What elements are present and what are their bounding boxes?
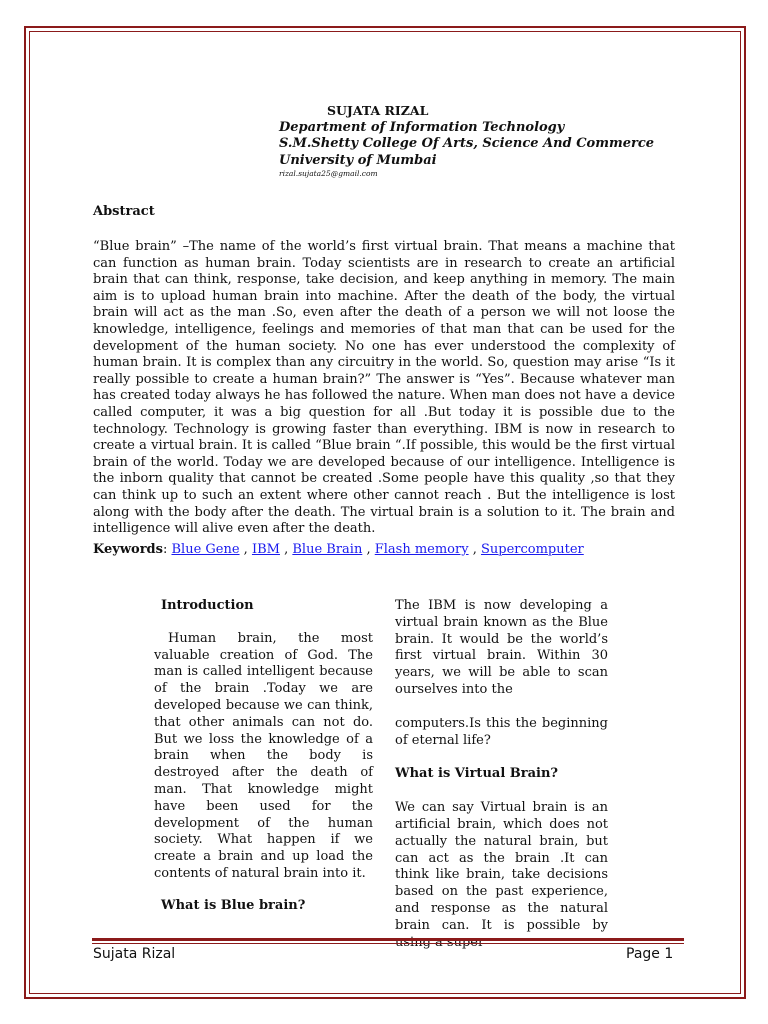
right-column: [395, 598, 608, 951]
virtual-brain-heading: What is Virtual Brain?: [395, 766, 559, 782]
introduction-text: Human brain, the most valuable creation of God. The man is called intelligent because of the brain .Today we are developed because we can think, that other animals can not do. But we loss the knowledge of a brain when the body is destroyed after the death of man. That knowledge might have been used for the development of the human society. What happen if we create a brain and up load the contents of natural brain into it.: [154, 630, 373, 881]
footer-rule-thin: [92, 943, 684, 944]
abstract-text: “Blue brain” –The name of the world’s first virtual brain. That means a machine that can function as human brain. Today scientists are in research to create an artificial brain that can think, response, take decision, and keep anything in memory. The main aim is to upload human brain into machine. After the death of the body, the virtual brain will act as the man .So, even after the death of a person we will not loose the knowledge, intelligence, feelings and memories of that man that can be used for the development of the human society. No one has ever understood the complexity of human brain. It is complex than any circuitry in the world. So, question may arise “Is it really possible to create a human brain?” The answer is “Yes”. Because whatever man has created today always he has followed the nature. When man does not have a device called computer, it was a big question for all .But today it is possible due to the technology. Technology is growing faster than everything. IBM is now in research to create a virtual brain. It is called “Blue brain “.If possible, this would be the first virtual brain of the world. Today we are developed because of our intelligence. Intelligence is the inborn quality that cannot be created .Some people have this quality ,so that they can think up to such an extent where other cannot reach . But the intelligence is lost along with the body after the death. The virtual brain is a solution to it. The brain and intelligence will alive even after the death.: [93, 239, 675, 537]
footer-rule: [92, 938, 684, 941]
introduction-heading: Introduction: [161, 598, 254, 613]
title-block: [279, 103, 654, 179]
blue-brain-heading: What is Blue brain?: [161, 897, 306, 913]
keyword-link-flash-memory[interactable]: Flash memory: [374, 542, 469, 557]
keyword-link-blue-gene[interactable]: Blue Gene: [171, 542, 240, 557]
right-paragraph-1: The IBM is now developing a virtual brain known as the Blue brain. It would be the world’s first virtual brain. Within 30 years, we will be able to scan ourselves into the: [395, 598, 608, 697]
keyword-link-ibm[interactable]: IBM: [251, 542, 280, 557]
keywords-line: Keywords: Blue Gene , IBM , Blue Brain , Flash memory , Supercomputer: [93, 542, 584, 557]
college: S.M.Shetty College Of Arts, Science And Commerce: [279, 136, 655, 151]
author-email: rizal.sujata25@gmail.com: [279, 169, 378, 178]
left-column: [154, 598, 373, 915]
right-paragraph-2: computers.Is this the beginning of eternal life?: [395, 715, 608, 748]
abstract-heading: Abstract: [93, 204, 155, 219]
keyword-link-supercomputer[interactable]: Supercomputer: [480, 542, 584, 557]
right-paragraph-3: We can say Virtual brain is an artificial brain, which does not actually the natural brain, but can act as the brain .It can think like brain, take decisions based on the past experience, and response as the natural brain can. It is possible by: [395, 800, 608, 933]
author-name: SUJATA RIZAL: [327, 103, 429, 118]
keyword-link-blue-brain[interactable]: Blue Brain: [292, 542, 363, 557]
keywords-label: Keywords: [93, 542, 163, 557]
department: Department of Information Technology: [279, 119, 565, 135]
footer-author: Sujata Rizal: [93, 946, 176, 962]
page-number: Page 1: [626, 946, 674, 962]
university: University of Mumbai: [279, 152, 437, 168]
